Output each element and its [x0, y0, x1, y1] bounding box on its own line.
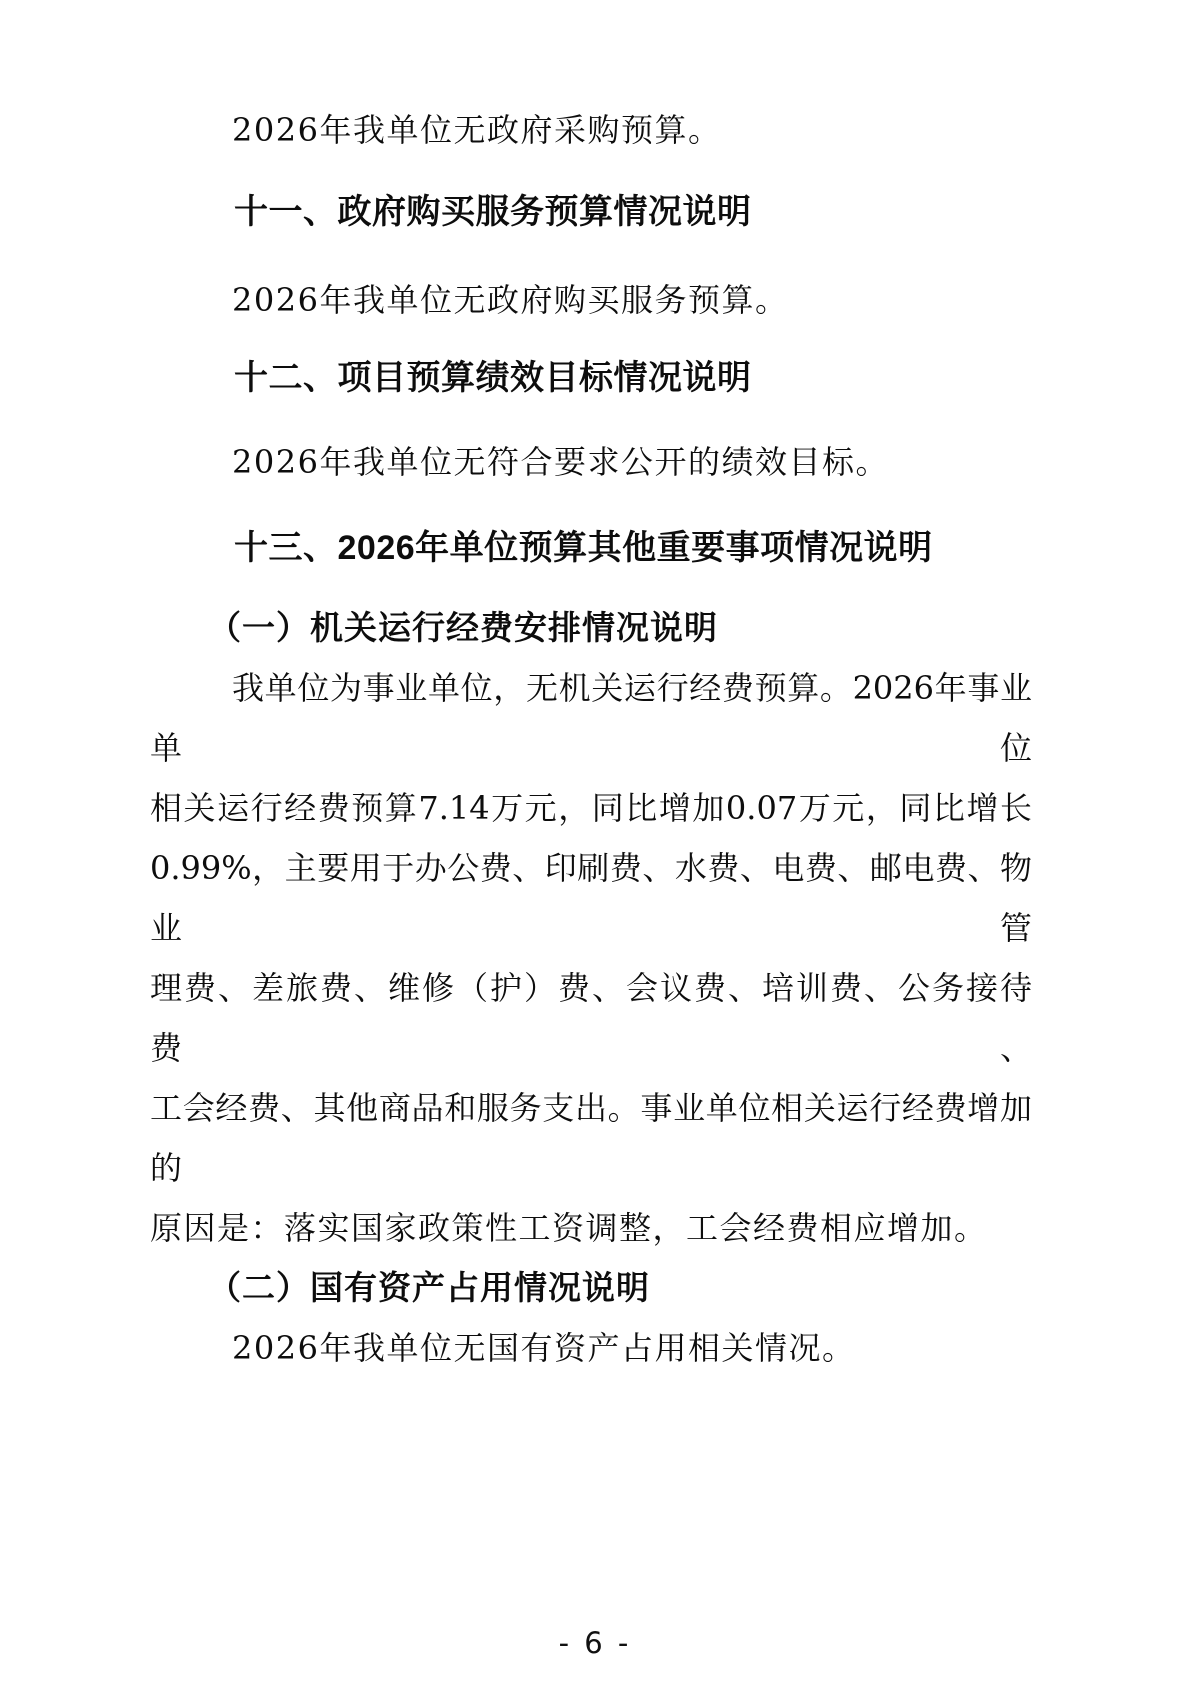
para-no-gov-procurement: 2026年我单位无政府采购预算。 [232, 111, 722, 149]
operating-expenses-line-3: 0.99%，主要用于办公费、印刷费、水费、电费、邮电费、物业管 [150, 849, 1032, 947]
section-heading-12-performance-targets: 十二、项目预算绩效目标情况说明 [234, 359, 752, 397]
document-content [150, 0, 1032, 1378]
operating-expenses-line-2: 相关运行经费预算7.14万元，同比增加0.07万元，同比增长 [150, 789, 1032, 827]
para-no-performance-targets: 2026年我单位无符合要求公开的绩效目标。 [232, 443, 889, 481]
section-heading-13-other-important-matters: 十三、2026年单位预算其他重要事项情况说明 [234, 529, 933, 567]
para-no-state-assets: 2026年我单位无国有资产占用相关情况。 [232, 1329, 856, 1367]
subsection-heading-1-operating-expenses: （一）机关运行经费安排情况说明 [208, 608, 718, 647]
page-number: - 6 - [558, 1626, 632, 1660]
subsection-heading-2-state-assets: （二）国有资产占用情况说明 [208, 1268, 650, 1307]
operating-expenses-line-4: 理费、差旅费、维修（护）费、会议费、培训费、公务接待费、 [150, 969, 1032, 1067]
operating-expenses-line-6: 原因是：落实国家政策性工资调整，工会经费相应增加。 [150, 1209, 988, 1247]
operating-expenses-line-1: 我单位为事业单位，无机关运行经费预算。2026年事业单位 [150, 669, 1032, 767]
para-no-gov-service-purchase: 2026年我单位无政府购买服务预算。 [232, 281, 789, 319]
operating-expenses-line-5: 工会经费、其他商品和服务支出。事业单位相关运行经费增加的 [150, 1089, 1032, 1187]
section-heading-11-gov-service-purchase: 十一、政府购买服务预算情况说明 [234, 193, 752, 231]
